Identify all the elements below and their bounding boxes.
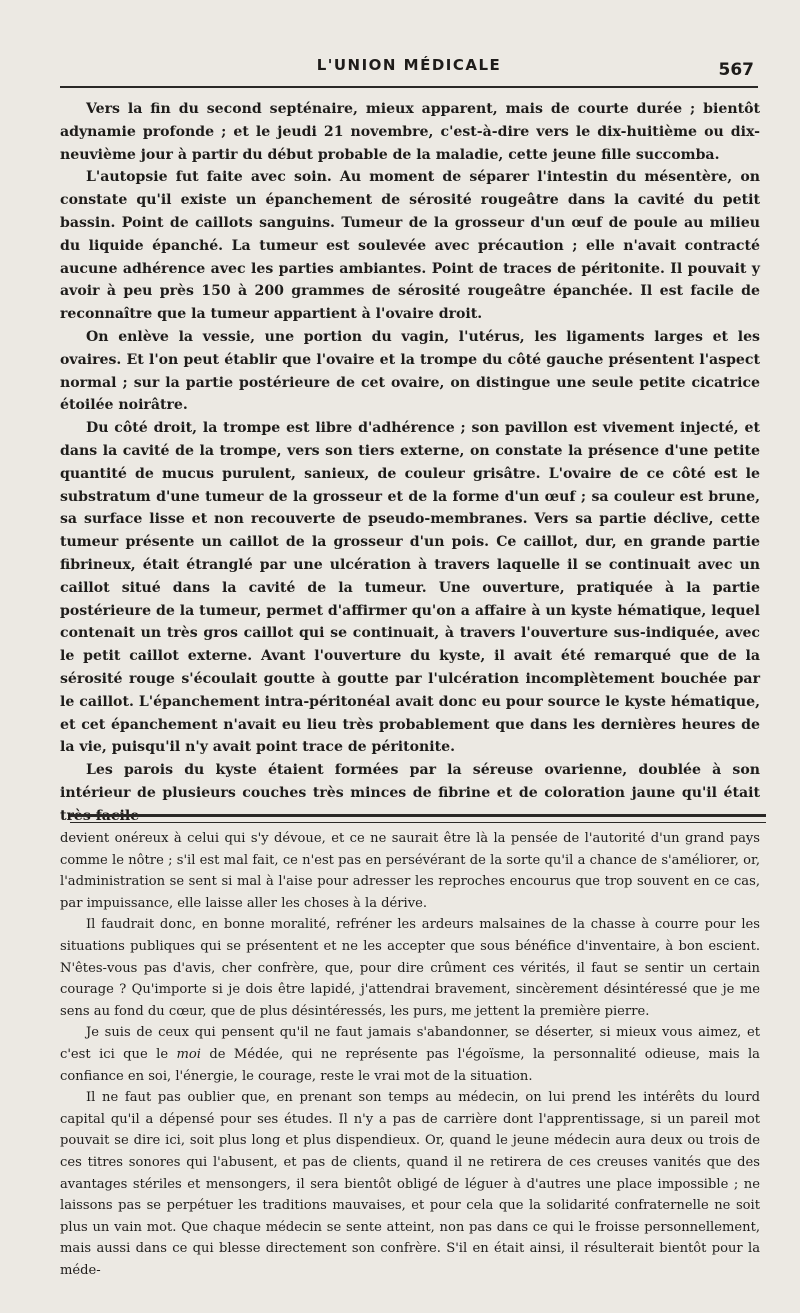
paragraph: On enlève la vessie, une portion du vagin, l'utérus, les ligaments larges et les ovaires. Et l'on peut établir que l'ovaire et la trompe du côté gauche présentent l'aspect normal ; sur la partie postérieure de cet ovaire, on distingue une seule petite cicatrice étoilée noirâtre. [60, 328, 760, 414]
paragraph: devient onéreux à celui qui s'y dévoue, et ce ne saurait être là la pensée de l'autorité d'un grand pays comme le nôtre ; s'il est mal fait, ce n'est pas en persévérant de la sorte qu'il a chance de s'améliorer, or, l'administration se sent si mal à l'aise pour adresser les reproches encourus que trop souvent en ce cas, par impuissance, elle laisse aller les choses à la dérive. [60, 831, 760, 911]
paragraph: Vers la fin du second septénaire, mieux apparent, mais de courte durée ; bientôt adynamie profonde ; et le jeudi 21 novembre, c'est-à-dire vers le dix-huitième ou dix-neuvième jour à partir du début probable de la maladie, cette jeune fille succomba. [60, 101, 760, 163]
paragraph: Il faudrait donc, en bonne moralité, refréner les ardeurs malsaines de la chasse à courre pour les situations publiques qui se présentent et ne les accepter que sous bénéfice d'inventaire, à bon escient. N'êtes-vous pas d'avis, cher confrère, que, pour dire crûment ces vérités, il faut se sentir un certain courage ? Qu'importe si je dois être lapidé, j'attendrai bravement, sincèrement désintéressé que je me sens au fond du cœur, que de plus désintéressés, les purs, me jettent la première pierre. [60, 917, 760, 1019]
paragraph: L'autopsie fut faite avec soin. Au moment de séparer l'intestin du mésentère, on constate qu'il existe un épanchement de sérosité rougeâtre dans la cavité du petit bassin. Point de caillots sanguins. Tumeur de la grosseur d'un œuf de poule au milieu du liquide épanché. La tumeur est soulevée avec précaution ; elle n'avait contracté aucune adhérence avec les parties ambiantes. Point de traces de péritonite. Il pouvait y avoir à peu près 150 à 200 grammes de sérosité rougeâtre épanchée. Il est facile de reconnaître que la tumeur appartient à l'ovaire droit. [60, 169, 760, 323]
paragraph: Du côté droit, la trompe est libre d'adhérence ; son pavillon est vivement injecté, et dans la cavité de la trompe, vers son tiers externe, on constate la présence d'une petite quantité de mucus purulent, sanieux, de couleur grisâtre. L'ovaire de ce côté est le substratum d'une tumeur de la grosseur et de la forme d'un œuf ; sa couleur est brune, sa surface lisse et non recouverte de pseudo-membranes. Vers sa partie déclive, cette tumeur présente un caillot de la grosseur d'un pois. Ce caillot, dur, en grande partie fibrineux, était étranglé par une ulcération à travers laquelle il se continuait avec un caillot situé dans la cavité de la tumeur. Une ouverture, pratiquée à la partie postérieure de la tumeur, permet d'affirmer qu'on a affaire à un kyste hématique, lequel contenait un très gros caillot qui se continuait, à travers l'ouverture sus-indiquée, avec le petit caillot externe. Avant l'ouverture du kyste, il avait été remarqué que de la sérosité rouge s'écoulait goutte à goutte par l'ulcération incomplètement bouchée par le caillot. L'épanchement intra-péritonéal avait donc eu pour source le kyste hématique, et cet épanchement n'avait eu lieu très probablement que dans les dernières heures de la vie, puisqu'il n'y avait point trace de péritonite. [60, 420, 760, 756]
feuilleton-section [60, 828, 760, 1281]
header-rule [60, 86, 758, 88]
text-run: de Médée, qui ne représente pas l'égoïsme, la personnalité odieuse, mais la confiance en soi, l'énergie, le courage, reste le vrai mot de la situation. [60, 1046, 760, 1084]
text-run: Je suis de ceux qui pensent qu'il ne faut jamais s'abandonner, se déserter, si mieux vous aimez, et c'est ici que le [60, 1025, 760, 1062]
page-header [60, 50, 758, 90]
paragraph [60, 1022, 760, 1087]
italic-word: moi [176, 1046, 201, 1062]
paragraph: Les parois du kyste étaient formées par la séreuse ovarienne, doublée à son intérieur de plusieurs couches très minces de fibrine et de coloration jaune qu'il était très facile [60, 762, 760, 824]
paragraph: Il ne faut pas oublier que, en prenant son temps au médecin, on lui prend les intérêts du lourd capital qu'il a dépensé pour ses études. Il n'y a pas de carrière dont l'apprentissage, si un pareil mot pouvait se dire ici, soit plus long et plus dispendieux. Or, quand le jeune médecin aura deux ou trois de ces titres sonores qui l'abusent, et pas de clients, quand il ne retirera de ces creuses vanités que des avantages stériles et mensongers, il sera bientôt obligé de léguer à d'autres une place impossible ; ne laissons pas se perpétuer les traditions mauvaises, et pour cela que la solidarité confraternelle ne soit plus un vain mot. Que chaque médecin se sente atteint, non pas dans ce qui le froisse personnellement, mais aussi dans ce qui blesse directement son confrère. S'il en était ainsi, il résulterait bientôt pour la méde- [60, 1090, 760, 1278]
case-report-section [60, 98, 760, 828]
running-head: L'UNION MÉDICALE [316, 56, 502, 74]
page-number: 567 [718, 60, 754, 80]
section-divider [70, 814, 766, 823]
